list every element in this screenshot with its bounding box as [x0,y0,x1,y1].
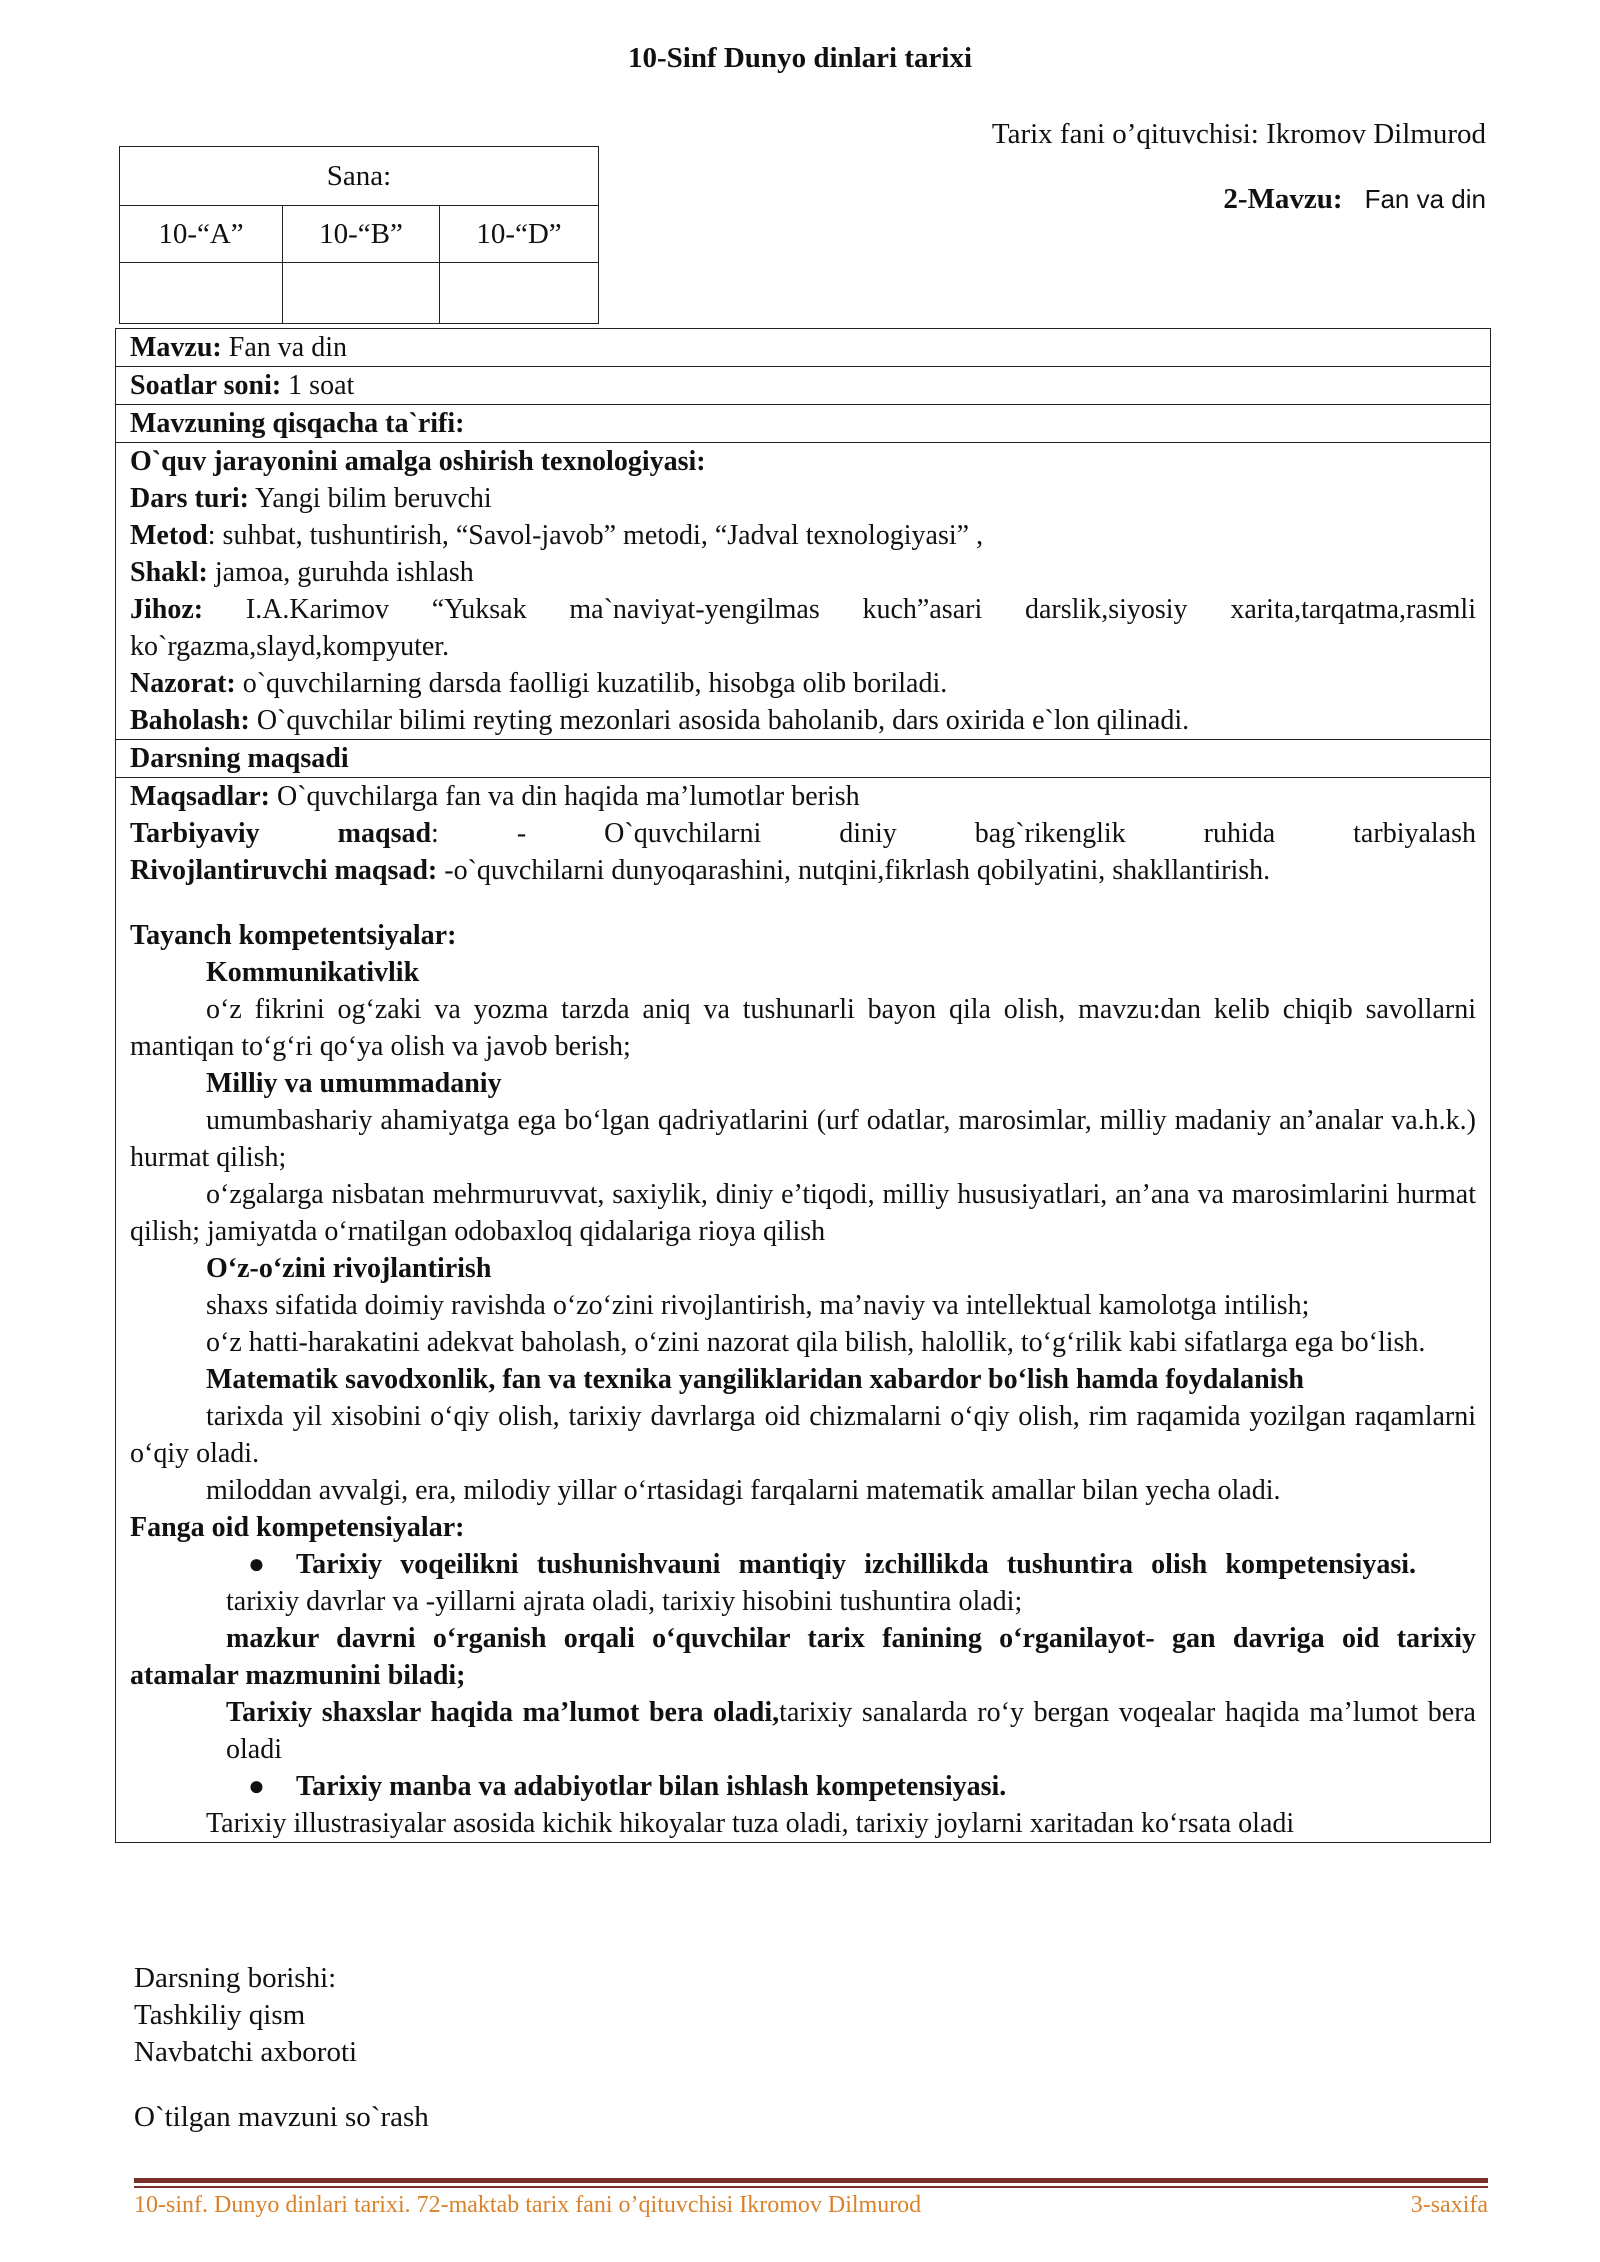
date-cell-d [440,263,599,324]
metod-label: Metod [130,520,208,551]
class-cell-d: 10-“D” [440,206,599,263]
tarif-label: Mavzuning qisqacha ta`rifi: [130,408,465,439]
maqsadlar-value: O`quvchilarga fan va din haqida ma’lumotlar berish [270,781,860,812]
date-cell-a [120,263,283,324]
footer-divider [134,2186,1488,2188]
topic-heading-label: 2-Mavzu: [1223,183,1343,215]
topic-heading [1223,183,1486,216]
tech-label: O`quv jarayonini amalga oshirish texnologiyasi: [130,446,706,477]
tarbiyaviy-maqsad [338,815,439,852]
illustr-text: Tarixiy illustrasiyalar asosida kichik hikoyalar tuza oladi, tarixiy joylarni xaritadan ko‘rsata oladi [206,1808,1295,1839]
maqsadi-label: Darsning maqsadi [130,743,349,774]
jihoz-label: Jihoz: [130,594,204,625]
date-cell-b [283,263,440,324]
maqsadlar-label: Maqsadlar: [130,781,270,812]
matem-text-2: miloddan avvalgi, era, milodiy yillar o‘rtasidagi farqalarni matematik amallar bilan yecha oladi. [206,1475,1281,1506]
bullet-icon: ● [248,1549,265,1580]
tashkiliy-text: Tashkiliy qism [134,1999,306,2031]
tarbiyaviy-label: Tarbiyaviy [130,818,260,849]
technology-section [116,443,1490,740]
bullet-icon: ● [248,1771,265,1802]
page-number: 3-saxifa [1410,2192,1488,2218]
page-footer [134,2192,1488,2219]
matem-text-1: tarixda yil xisobini o‘qiy olish, tarixiy davrlarga oid chizmalarni o‘qiy olish, rim raqamida yozilgan raqamlarni o‘qiy oladi. [130,1401,1476,1469]
class-cell-a: 10-“A” [120,206,283,263]
goals-section [116,778,1490,1842]
metod-value: : suhbat, tushuntirish, “Savol-javob” metodi, “Jadval texnologiyasi” , [207,520,984,551]
sorash-text: O`tilgan mavzuni so`rash [134,2101,429,2133]
tarbiyaviy-dash: - [516,818,527,849]
nazorat-value: o`quvchilarning darsda faolligi kuzatilib, hisobga olib boriladi. [235,668,948,699]
topic-heading-value: Fan va din [1364,184,1486,214]
tayanch-label: Tayanch kompetentsiyalar: [130,920,457,951]
tarbiyaviy-word: ruhida [1203,818,1276,849]
ozini-text-2: o‘z hatti-harakatini adekvat baholash, o‘zini nazorat qila bilish, halollik, to‘g‘rilik kabi sifatlarga ega bo‘lish. [206,1327,1426,1358]
komm-text: o‘z fikrini og‘zaki va yozma tarzda aniq va tushunarli bayon qila olish, mavzu:dan kelib chiqib savollarni mantiqan to‘g‘ri qo‘ya olish va javob berish; [130,994,1476,1062]
komm-label: Kommunikativlik [206,957,420,988]
tarbiyaviy-word: diniy [839,818,897,849]
tarixiy-davrlar-text: tarixiy davrlar va -yillarni ajrata oladi, tarixiy hisobini tushuntira oladi; [226,1586,1023,1617]
mavzu-value: Fan va din [221,332,347,363]
class-cell-b: 10-“B” [283,206,440,263]
tarbiyaviy-line [130,815,1476,852]
bullet-text: Tarixiy voqeilikni tushunishvauni mantiqiy izchillikda tushuntira olish kompetensiyasi. [296,1549,1416,1580]
date-table-header: Sana: [120,147,599,206]
milliy-text-1: umumbashariy ahamiyatga ega bo‘lgan qadriyatlarini (urf odatlar, marosimlar, milliy madaniy an’analar va.h.k.) hurmat qilish; [130,1105,1476,1173]
borishi-text: Darsning borishi: [134,1962,337,1994]
tarif-row [116,405,1490,443]
soat-value: 1 soat [281,370,355,401]
ozini-label: O‘z-o‘zini rivojlantirish [206,1253,492,1284]
ozini-text-1: shaxs sifatida doimiy ravishda o‘zo‘zini rivojlantirish, ma’naviy va intellektual kamolotga intilish; [206,1290,1310,1321]
soat-row [116,367,1490,405]
jihoz-value: I.A.Karimov “Yuksak ma`naviyat-yengilmas kuch”asari darslik,siyosiy xarita,tarqatma,rasmli ko`rgazma,slayd,kompyuter. [130,594,1476,662]
shakl-value: jamoa, guruhda ishlash [207,557,474,588]
footer-text: 10-sinf. Dunyo dinlari tarixi. 72-maktab tarix fani o’qituvchisi Ikromov Dilmurod [134,2192,922,2218]
navbatchi-text: Navbatchi axboroti [134,2036,358,2068]
tarbiyaviy-colon: : [431,818,439,849]
bullet-item [130,1768,1476,1805]
fanga-label: Fanga oid kompetensiyalar: [130,1512,465,1543]
bullet-text: Tarixiy manba va adabiyotlar bilan ishlash kompetensiyasi. [296,1771,1007,1802]
rivoj-label: Rivojlantiruvchi maqsad: [130,855,438,886]
soat-label: Soatlar soni: [130,370,282,401]
shaxslar-value: tarixiy sanalarda ro‘y bergan voqealar haqida ma’lumot bera oladi [226,1697,1476,1765]
shaxslar-label: Tarixiy shaxslar haqida ma’lumot bera oladi, [226,1697,780,1728]
bullet-item [130,1546,1476,1583]
rivoj-value: -o`quvchilarni dunyoqarashini, nutqini,fikrlash qobilyatini, shakllantirish. [437,855,1271,886]
baholash-label: Baholash: [130,705,250,736]
maqsadi-row [116,740,1490,778]
matem-label: Matematik savodxonlik, fan va texnika yangiliklaridan xabardor bo‘lish hamda foydalanish [206,1364,1304,1395]
nazorat-label: Nazorat: [130,668,236,699]
date-table [119,146,599,324]
baholash-value: O`quvchilar bilimi reyting mezonlari asosida baholanib, dars oxirida e`lon qilinadi. [249,705,1190,736]
teacher-line: Tarix fani o’qituvchisi: Ikromov Dilmurod [991,118,1486,150]
tarbiyaviy-word: tarbiyalash [1353,818,1476,849]
lesson-progress [134,1960,429,2136]
tarbiyaviy-word: O`quvchilarni [604,818,762,849]
page-title: 10-Sinf Dunyo dinlari tarixi [627,42,973,74]
milliy-text-2: o‘zgalarga nisbatan mehrmuruvvat, saxiylik, diniy e’tiqodi, milliy hususiyatlari, an’ana va marosimlarini hurmat qilish; jamiyatda o‘rnatilgan odobaxloq qidalariga rioya qilish [130,1179,1476,1247]
mazkur-text: mazkur davrni o‘rganish orqali o‘quvchilar tarix fanining o‘rganilayot- gan davriga oid tarixiy atamalar mazmunini biladi; [130,1623,1476,1691]
mavzu-row [116,329,1490,367]
milliy-label: Milliy va umummadaniy [206,1068,502,1099]
dars-turi-value: Yangi bilim beruvchi [248,483,492,514]
shakl-label: Shakl: [130,557,208,588]
mavzu-label: Mavzu: [130,332,222,363]
tarbiyaviy-word: bag`rikenglik [974,818,1126,849]
lesson-plan-table [115,328,1491,1843]
tarbiyaviy-maqsad-word: maqsad [337,818,432,849]
footer-divider [134,2178,1488,2183]
dars-turi-label: Dars turi: [130,483,249,514]
